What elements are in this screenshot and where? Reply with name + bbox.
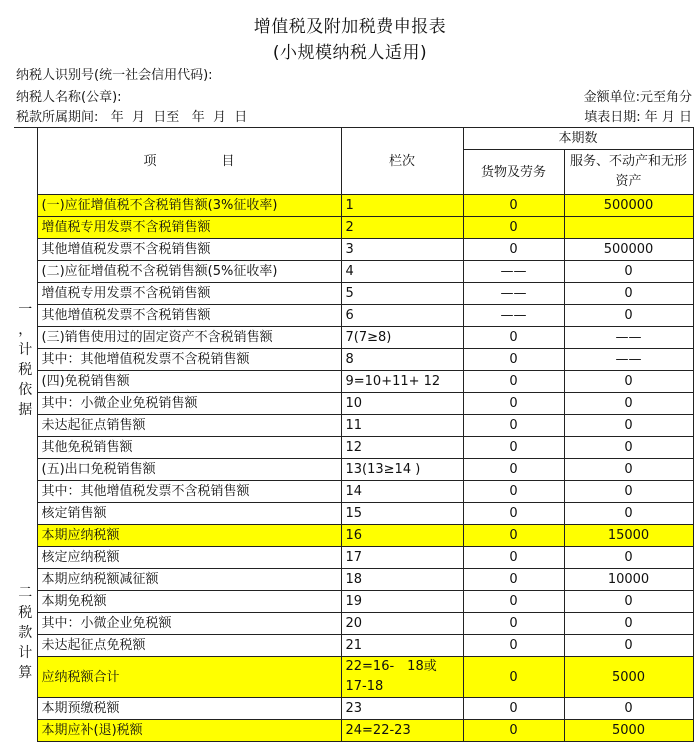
fill-date-label: 填表日期: 年 月 日 — [584, 110, 692, 125]
table-row — [14, 371, 693, 393]
row-goods-value: 0 — [463, 698, 564, 720]
table-row — [14, 503, 693, 525]
row-item: (三)销售使用过的固定资产不含税销售额 — [37, 327, 341, 349]
row-column-no: 10 — [341, 393, 463, 415]
row-services-value: 0 — [564, 481, 693, 503]
row-services-value: —— — [564, 349, 693, 371]
row-services-value — [564, 217, 693, 239]
row-services-value: 0 — [564, 261, 693, 283]
table-row — [14, 613, 693, 635]
row-services-value: 0 — [564, 698, 693, 720]
row-goods-value: 0 — [463, 437, 564, 459]
table-row — [14, 261, 693, 283]
declaration-table — [14, 127, 694, 742]
row-item: 其中：小微企业免税额 — [37, 613, 341, 635]
section-char: 款 — [18, 625, 33, 641]
row-column-no: 7(7≥8) — [341, 327, 463, 349]
table-row — [14, 525, 693, 547]
row-column-no: 18 — [341, 569, 463, 591]
row-goods-value: 0 — [463, 459, 564, 481]
header-column-no: 栏次 — [341, 128, 463, 195]
table-row — [14, 720, 693, 742]
row-item: (一)应征增值税不含税销售额(3%征收率) — [37, 195, 341, 217]
row-column-no: 17 — [341, 547, 463, 569]
table-row — [14, 437, 693, 459]
row-services-value: 0 — [564, 415, 693, 437]
table-row — [14, 698, 693, 720]
row-services-value: 0 — [564, 437, 693, 459]
row-item: 增值税专用发票不含税销售额 — [37, 217, 341, 239]
row-item: 其中：小微企业免税销售额 — [37, 393, 341, 415]
row-services-value: 5000 — [564, 720, 693, 742]
table-row — [14, 547, 693, 569]
row-services-value: 0 — [564, 591, 693, 613]
row-goods-value: 0 — [463, 525, 564, 547]
row-goods-value: —— — [463, 305, 564, 327]
row-column-no: 20 — [341, 613, 463, 635]
row-item: 增值税专用发票不含税销售额 — [37, 283, 341, 305]
row-item: 其他增值税发票不含税销售额 — [37, 239, 341, 261]
row-goods-value: 0 — [463, 239, 564, 261]
table-row — [14, 569, 693, 591]
row-goods-value: 0 — [463, 349, 564, 371]
section-char: 据 — [18, 401, 33, 418]
row-column-no: 12 — [341, 437, 463, 459]
row-goods-value: 0 — [463, 635, 564, 657]
row-item: 其他增值税发票不含税销售额 — [37, 305, 341, 327]
row-column-no: 15 — [341, 503, 463, 525]
row-goods-value: 0 — [463, 481, 564, 503]
section-char: 算 — [18, 665, 33, 681]
row-column-no: 9=10+11+ 12 — [341, 371, 463, 393]
row-goods-value: 0 — [463, 415, 564, 437]
table-row — [14, 635, 693, 657]
table-row — [14, 459, 693, 481]
table-row — [14, 305, 693, 327]
row-goods-value: 0 — [463, 503, 564, 525]
row-column-no: 14 — [341, 481, 463, 503]
section-char: 计 — [18, 645, 33, 661]
row-item: 本期应纳税额减征额 — [37, 569, 341, 591]
table-row — [14, 195, 693, 217]
table-row — [14, 327, 693, 349]
tax-period-label: 税款所属期间: 年 月 日至 年 月 日 — [16, 110, 248, 125]
row-goods-value: 0 — [463, 591, 564, 613]
header-current-period: 本期数 — [463, 128, 693, 150]
section-tax-calculation — [14, 525, 37, 742]
table-row — [14, 415, 693, 437]
row-item: 其中：其他增值税发票不含税销售额 — [37, 481, 341, 503]
row-item: 其中：其他增值税发票不含税销售额 — [37, 349, 341, 371]
row-item: 其他免税销售额 — [37, 437, 341, 459]
row-services-value: 0 — [564, 459, 693, 481]
row-services-value: 0 — [564, 283, 693, 305]
row-services-value: 0 — [564, 393, 693, 415]
row-item: 未达起征点免税额 — [37, 635, 341, 657]
section-tax-basis — [14, 195, 37, 525]
row-column-no: 19 — [341, 591, 463, 613]
amount-unit: 金额单位:元至角分 — [583, 90, 692, 105]
section-char: 税 — [18, 361, 33, 378]
row-item: 本期应纳税额 — [37, 525, 341, 547]
section-char: 一 — [18, 301, 33, 318]
table-row — [14, 239, 693, 261]
row-goods-value: 0 — [463, 327, 564, 349]
row-goods-value: 0 — [463, 195, 564, 217]
form-subtitle: (小规模纳税人适用) — [272, 43, 428, 63]
row-goods-value: 0 — [463, 393, 564, 415]
row-services-value: 0 — [564, 503, 693, 525]
row-goods-value: 0 — [463, 657, 564, 698]
row-item: (二)应征增值税不含税销售额(5%征收率) — [37, 261, 341, 283]
header-row — [14, 128, 693, 150]
section-char: 二 — [18, 585, 33, 601]
table-row — [14, 481, 693, 503]
form-title: 增值税及附加税费申报表 — [253, 17, 447, 37]
row-column-no: 8 — [341, 349, 463, 371]
row-item: 未达起征点销售额 — [37, 415, 341, 437]
row-goods-value: —— — [463, 283, 564, 305]
row-column-no: 11 — [341, 415, 463, 437]
row-services-value: —— — [564, 327, 693, 349]
row-column-no: 4 — [341, 261, 463, 283]
row-services-value: 5000 — [564, 657, 693, 698]
row-item: (四)免税销售额 — [37, 371, 341, 393]
row-services-value: 500000 — [564, 239, 693, 261]
row-column-no: 5 — [341, 283, 463, 305]
table-row — [14, 283, 693, 305]
row-services-value: 500000 — [564, 195, 693, 217]
row-column-no: 24=22-23 — [341, 720, 463, 742]
row-services-value: 10000 — [564, 569, 693, 591]
row-goods-value: 0 — [463, 547, 564, 569]
row-column-no: 13(13≥14 ) — [341, 459, 463, 481]
header-item: 项 目 — [37, 128, 341, 195]
row-item: 应纳税额合计 — [37, 657, 341, 698]
row-column-no: 16 — [341, 525, 463, 547]
table-row — [14, 657, 693, 698]
row-services-value: 0 — [564, 305, 693, 327]
section-char: 计 — [18, 341, 33, 358]
header-corner — [14, 128, 37, 195]
row-services-value: 15000 — [564, 525, 693, 547]
row-goods-value: —— — [463, 261, 564, 283]
row-goods-value: 0 — [463, 217, 564, 239]
table-row — [14, 217, 693, 239]
taxpayer-name-label: 纳税人名称(公章): — [16, 90, 122, 105]
row-services-value: 0 — [564, 613, 693, 635]
row-column-no: 22=16- 18或 17-18 — [341, 657, 463, 698]
row-services-value: 0 — [564, 547, 693, 569]
row-services-value: 0 — [564, 371, 693, 393]
row-column-no: 6 — [341, 305, 463, 327]
table-row — [14, 349, 693, 371]
row-column-no: 2 — [341, 217, 463, 239]
row-item: 本期预缴税额 — [37, 698, 341, 720]
row-column-no: 21 — [341, 635, 463, 657]
header-services: 服务、不动产和无形资产 — [564, 150, 693, 195]
row-services-value: 0 — [564, 635, 693, 657]
row-item: 核定销售额 — [37, 503, 341, 525]
row-item: (五)出口免税销售额 — [37, 459, 341, 481]
section-char: ， — [18, 321, 33, 338]
row-column-no: 1 — [341, 195, 463, 217]
row-item: 核定应纳税额 — [37, 547, 341, 569]
table-row — [14, 393, 693, 415]
row-column-no: 3 — [341, 239, 463, 261]
row-item: 本期免税额 — [37, 591, 341, 613]
row-goods-value: 0 — [463, 613, 564, 635]
row-item: 本期应补(退)税额 — [37, 720, 341, 742]
section-char: 依 — [18, 381, 33, 398]
table-row — [14, 591, 693, 613]
row-column-no: 23 — [341, 698, 463, 720]
row-goods-value: 0 — [463, 371, 564, 393]
row-goods-value: 0 — [463, 720, 564, 742]
taxpayer-id-label: 纳税人识别号(统一社会信用代码): — [16, 68, 213, 83]
header-goods: 货物及劳务 — [463, 150, 564, 195]
row-goods-value: 0 — [463, 569, 564, 591]
section-char: 税 — [18, 605, 33, 621]
